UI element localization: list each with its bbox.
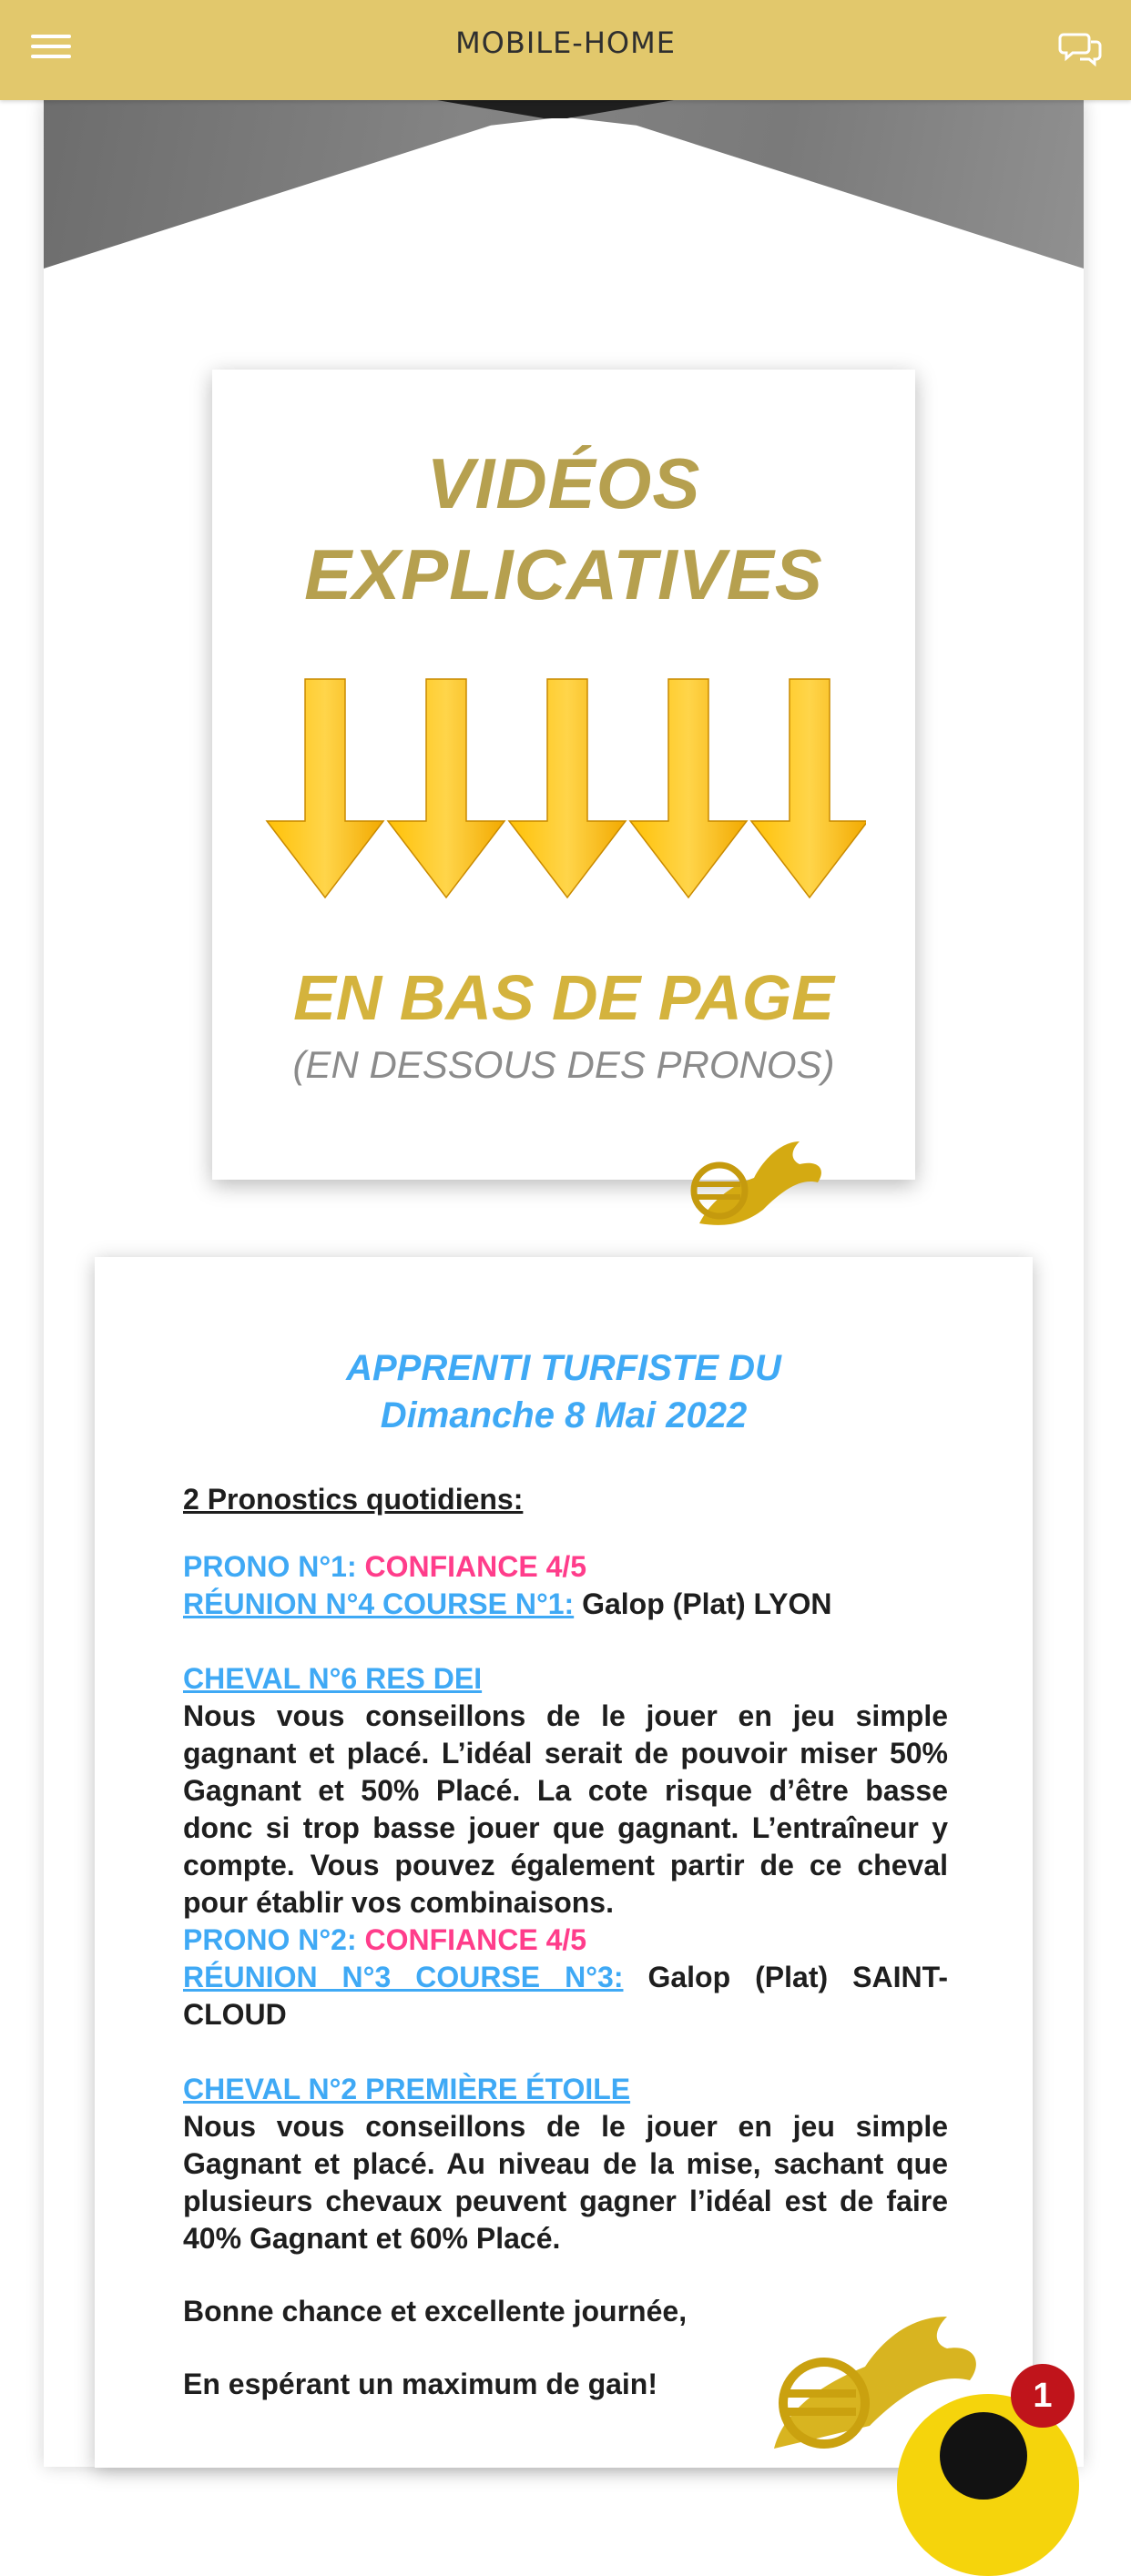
closing-line1: Bonne chance et excellente journée, [183,2295,688,2328]
prono2-reunion: RÉUNION N°3 COURSE N°3: [183,1961,624,1993]
info-card-bottom-line2: (EN DESSOUS DES PRONOS) [292,1043,835,1086]
prono2-header [183,1922,948,1959]
prono1-label: PRONO N°1: [183,1550,357,1583]
info-card-line2: EXPLICATIVES [304,534,823,614]
prono1-text: Nous vous conseillons de le jouer en jeu simple gagnant et placé. L’idéal serait de pouvoir miser 50% Gagnant et 50% Placé. La cote risque d’être basse donc si trop basse jouer que gagnant. L’entraîneur y compte. Vous pouvez également partir de ce cheval pour établir vos combinaisons. [183,1699,948,1919]
prono1-header [183,1548,948,1586]
document-title: APPRENTI TURFISTE DU [346,1348,781,1388]
app-title: MOBILE-HOME [455,25,676,60]
prono2-race: Galop (Plat) SAINT-CLOUD [183,1961,948,2031]
closing-line2: En espérant un maximum de gain! [183,2368,657,2400]
chat-bubbles-icon[interactable] [1058,25,1104,71]
prono2-horse: CHEVAL N°2 PREMIÈRE ÉTOILE [183,2073,631,2105]
prono2-label: PRONO N°2: [183,1923,357,1956]
prono1-reunion-line [183,1586,948,1623]
unread-badge: 1 [1011,2364,1075,2428]
document-intro: 2 Pronostics quotidiens: [183,1483,524,1516]
prono1-race: Galop (Plat) LYON [582,1587,832,1620]
info-card-line1: VIDÉOS [426,443,701,523]
prono2-reunion-line [183,1959,948,2033]
chat-launcher-icon[interactable] [940,2412,1027,2500]
prono1-horse: CHEVAL N°6 RES DEI [183,1662,483,1695]
prono1-confidence: CONFIANCE 4/5 [364,1550,587,1583]
prono1-reunion: RÉUNION N°4 COURSE N°1: [183,1587,575,1620]
prono2-confidence: CONFIANCE 4/5 [364,1923,587,1956]
horse-logo-icon [672,1132,836,1242]
info-card-bottom-line1: EN BAS DE PAGE [293,962,834,1033]
video-info-card [212,370,915,1180]
top-app-bar [0,0,1131,100]
down-arrow-icon [261,670,866,907]
prono2-text: Nous vous conseillons de le jouer en jeu simple Gagnant et placé. Au niveau de la mise, sachant que plusieurs chevaux peuvent gagner l’idéal est de faire 40% Gagnant et 60% Placé. [183,2110,948,2255]
document-date: Dimanche 8 Mai 2022 [380,1395,748,1435]
prono-document [95,1257,1033,2468]
